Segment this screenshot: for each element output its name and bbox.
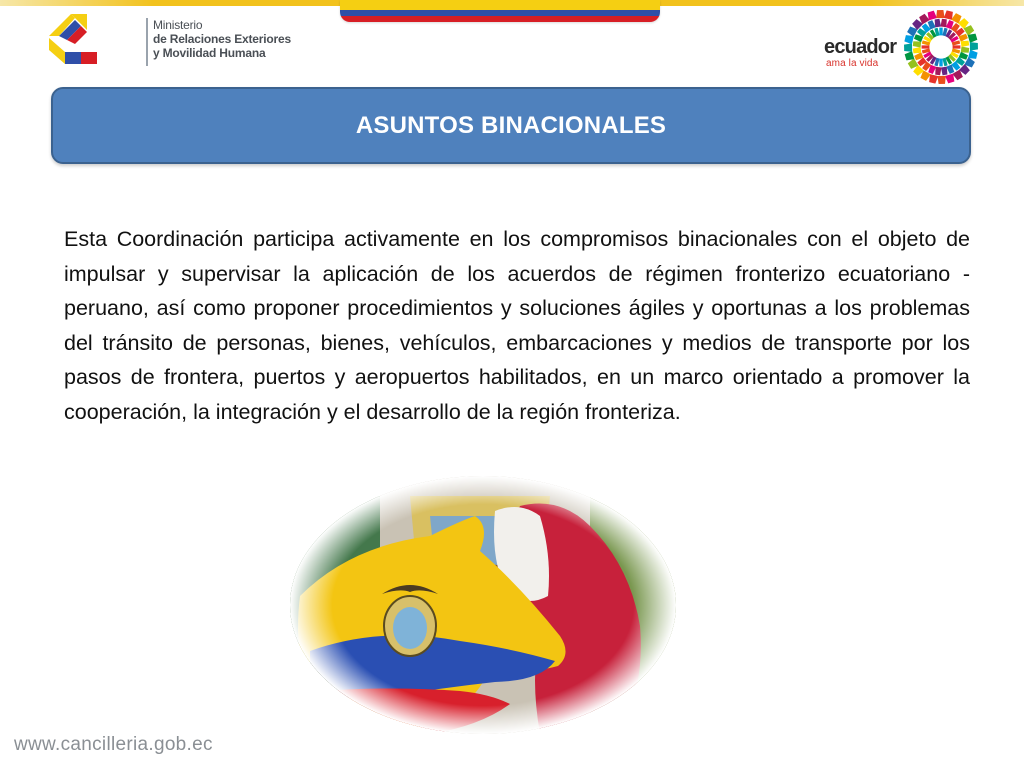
wheel-segment: [937, 76, 945, 84]
wheel-segment: [904, 35, 913, 44]
color-wheel-emblem-icon: [902, 8, 980, 86]
slide-title: ASUNTOS BINACIONALES: [355, 111, 667, 139]
wheel-segment: [913, 47, 922, 53]
footer-url: www.cancilleria.gob.ec: [14, 734, 213, 755]
wheel-segment: [944, 10, 953, 19]
body-paragraph: Esta Coordinación participa activamente en los compromisos binacionales con el objeto de impulsar y supervisar la aplicación de los acuerdos de régimen fronterizo ecuatoriano - peruano, así como proponer procedimientos y soluciones ágiles y oportunas a los problemas del tránsito de personas, bienes, vehículos, embarcaciones y medios de transporte por los pasos de frontera, puertos y aeropuertos habilitados, en un marco orientado a promover la cooperación, la integración y el desarrollo de la región fronteriza.: [64, 227, 970, 424]
wheel-segment: [961, 47, 969, 53]
wheel-segment: [970, 42, 978, 50]
ministry-logo: [45, 8, 291, 68]
wheel-segment: [905, 51, 915, 60]
wheel-segment: [904, 43, 912, 51]
wheel-segment: [968, 34, 978, 43]
wheel-segment: [953, 45, 961, 48]
wheel-segment: [939, 59, 942, 67]
ministry-line-1: Ministerio: [153, 18, 203, 32]
ministry-arrow-emblem-icon: [45, 8, 105, 68]
ministry-name: [153, 18, 333, 60]
wheel-segment: [939, 28, 942, 36]
ecuador-flag-band: [340, 0, 660, 22]
wheel-segment: [945, 74, 954, 84]
wheel-segment: [961, 41, 970, 47]
wheel-segment: [968, 50, 977, 59]
ecuador-tagline: ama la vida: [826, 58, 879, 69]
ecuador-wordmark: ecuador: [824, 36, 897, 58]
ministry-line-3: y Movilidad Humana: [153, 46, 266, 60]
handshake-photo: [290, 476, 676, 734]
wheel-segment: [941, 67, 947, 76]
wheel-segment: [941, 19, 947, 27]
ecuador-ama-la-vida-logo: [820, 8, 990, 86]
wheel-segment: [913, 41, 921, 47]
wheel-segment: [929, 74, 938, 83]
wheel-segment: [935, 67, 941, 75]
ministry-line-2: de Relaciones Exteriores: [153, 32, 291, 46]
wheel-segment: [928, 11, 937, 21]
title-banner: [51, 87, 971, 164]
logo-divider: [146, 18, 148, 66]
wheel-segment: [936, 10, 944, 18]
wheel-segment: [922, 45, 930, 48]
wheel-segment: [935, 19, 941, 28]
